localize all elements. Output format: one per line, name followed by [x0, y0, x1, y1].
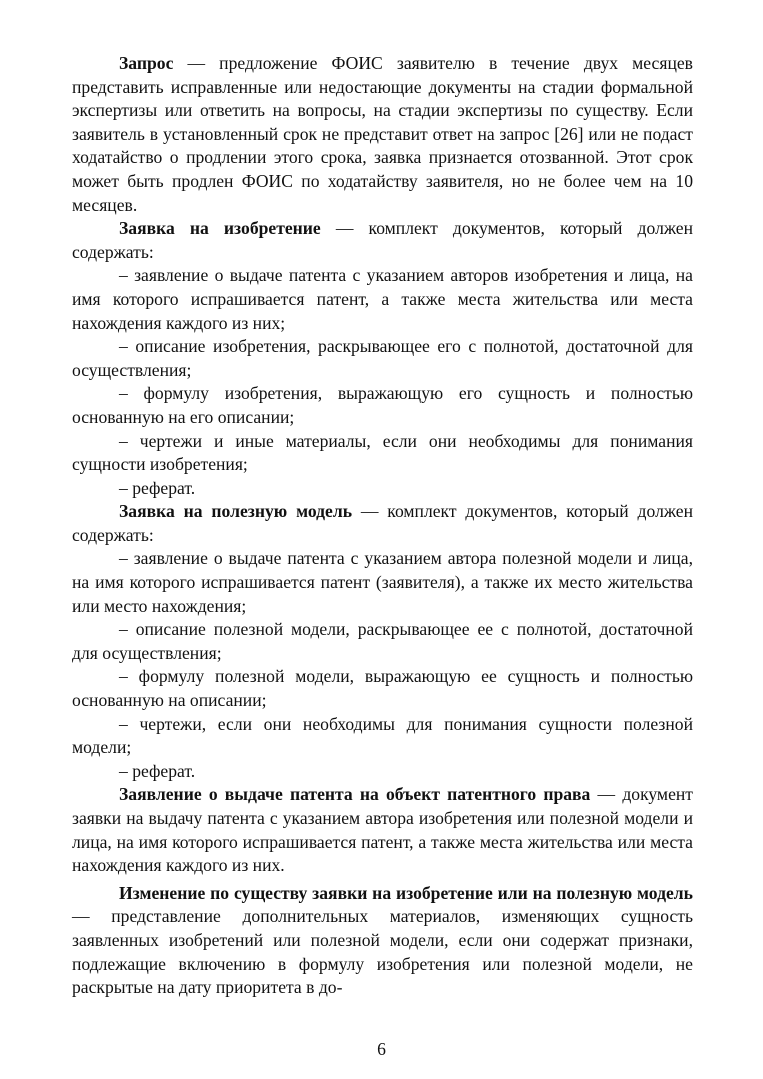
entry-term: Заявление о выдаче патента на объект патентного права [119, 784, 591, 805]
entry-term: Запрос [119, 53, 174, 73]
entry-zayavlenie-o-vydache [72, 783, 693, 877]
list-item: – чертежи, если они необходимы для понимания сущности полезной модели; [72, 713, 693, 758]
entry-definition: — предложение ФОИС заявителю в течение двух месяцев представить исправленные или недостающие документы на стадии формальной экспертизы или ответить на вопросы, на стадии экспертизы по существу. Если заявитель в установленный срок не представит ответ на запрос [26] или не подаст ходатайство о продлении этого срока, заявка признается отозванной. Этот срок может быть продлен ФОИС по ходатайству заявителя, но не более чем на 10 месяцев. [72, 53, 693, 215]
list-item: – реферат. [119, 477, 196, 498]
list-item: – описание полезной модели, раскрывающее ее с полнотой, достаточной для осуществления; [72, 619, 693, 663]
entry-definition: — представление дополнительных материалов, изменяющих сущность заявленных изобретений или полезной модели, если они содержат признаки, подлежащие включению в формулу изобретения или полезной модели, не раскрытые на дату приоритета в до- [72, 906, 693, 998]
list-item: – формулу полезной модели, выражающую ее сущность и полностью основанную на описании; [72, 666, 693, 711]
entry-term: Заявка на изобретение [119, 218, 321, 239]
entry-zayavka-poleznaya-model [72, 500, 693, 547]
page-body [72, 52, 693, 1000]
list-item: – чертежи и иные материалы, если они необходимы для понимания сущности изобретения; [72, 430, 693, 475]
entry-definition: — комплект документов, который должен содержать: [72, 218, 693, 262]
page-number: 6 [377, 1039, 386, 1059]
entry-definition: — документ заявки на выдачу патента с указанием автора изобретения или полезной модели и лица, на имя которого испрашивается патент, а также места жительства или места нахождения каждого из них. [72, 784, 693, 876]
list-item: – заявление о выдаче патента с указанием автора полезной модели и лица, на имя которого испрашивается патент (заявителя), а также их место жительства или место нахождения; [72, 548, 693, 616]
entry-zayavka-izobretenie [72, 217, 693, 264]
list-item: – заявление о выдаче патента с указанием авторов изобретения и лица, на имя которого испрашивается патент, а также места жительства или места нахождения каждого из них; [72, 265, 693, 333]
entry-term: Заявка на полезную модель [119, 501, 353, 522]
entry-izmenenie-po-sushchestvu [72, 882, 693, 1000]
entry-zapros [72, 52, 693, 217]
entry-definition: — комплект документов, который должен содержать: [72, 501, 693, 545]
entry-term: Изменение по существу заявки на изобретение или на полезную модель [119, 882, 693, 903]
list-item: – описание изобретения, раскрывающее его с полнотой, достаточной для осуществления; [72, 336, 693, 380]
list-item: – формулу изобретения, выражающую его сущность и полностью основанную на его описании; [72, 383, 693, 427]
list-item: – реферат. [119, 760, 196, 781]
